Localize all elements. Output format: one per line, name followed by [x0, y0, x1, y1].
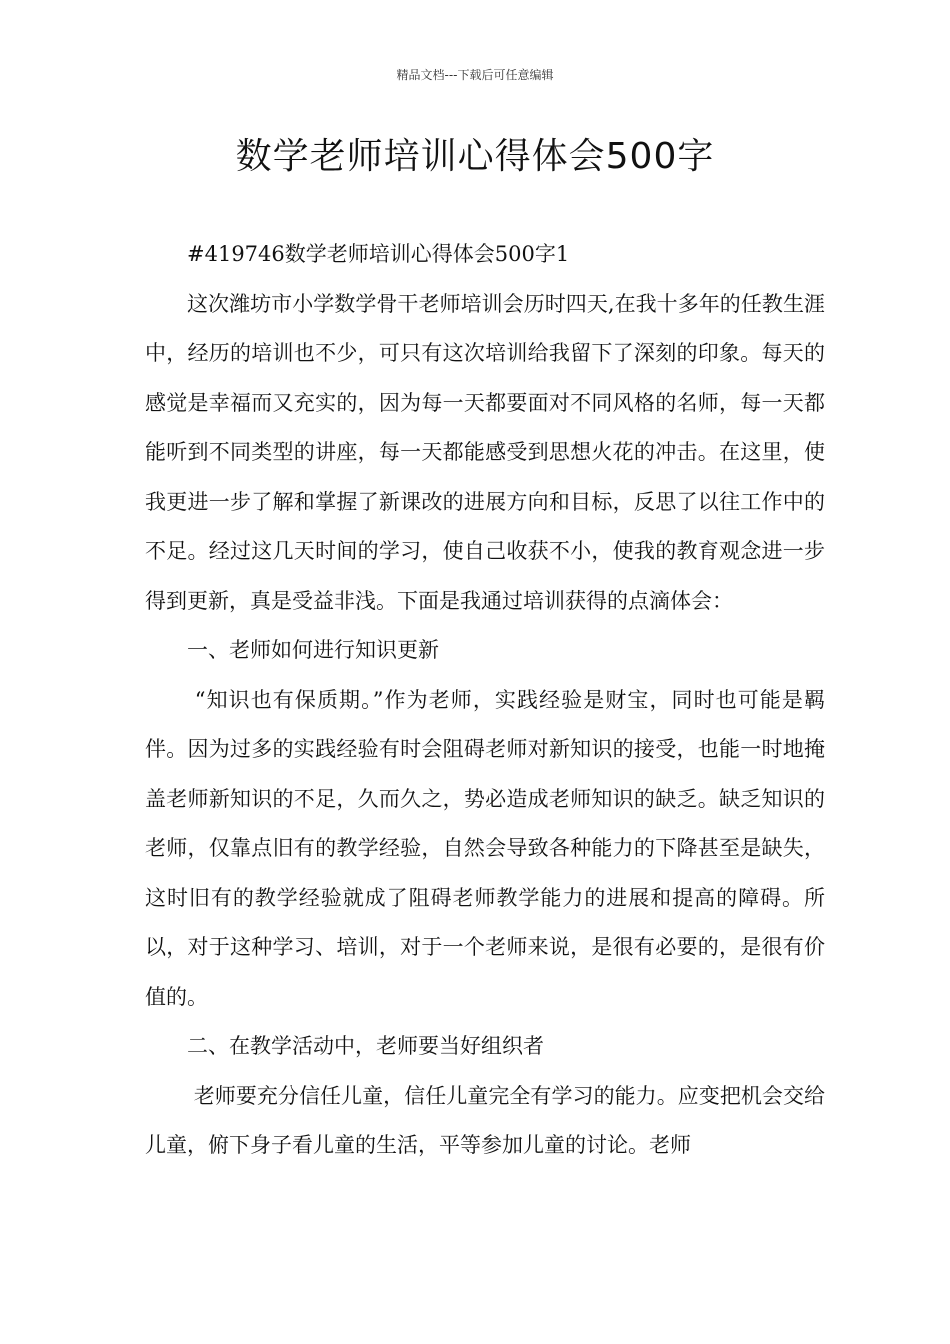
header-note: 精品文档---下载后可任意编辑 [396, 68, 554, 82]
paragraph-intro: 这次潍坊市小学数学骨干老师培训会历时四天,在我十多年的任教生涯中，经历的培训也不少，可只有这次培训给我留下了深刻的印象。每天的感觉是幸福而又充实的，因为每一天都要面对不同风格的名师，每一天都能听到不同类型的讲座，每一天都能感受到思想火花的冲击。在这里，使我更进一步了解和掌握了新课改的进展方向和目标，反思了以往工作中的不足。经过这几天时间的学习，使自己收获不小，使我的教育观念进一步得到更新，真是受益非浅。下面是我通过培训获得的点滴体会： [145, 291, 825, 613]
paragraph-organizer: 老师要充分信任儿童，信任儿童完全有学习的能力。应变把机会交给儿童，俯下身子看儿童的生活，平等参加儿童的讨论。老师 [145, 1083, 826, 1157]
paragraph-subtitle: #419746数学老师培训心得体会500字1 [187, 242, 570, 266]
paragraph-knowledge-update: “知识也有保质期。”作为老师，实践经验是财宝，同时也可能是羁伴。因为过多的实践经验有时会阻碍老师对新知识的接受，也能一时地掩盖老师新知识的不足，久而久之，势必造成老师知识的缺乏。缺乏知识的老师，仅靠点旧有的教学经验，自然会导致各种能力的下降甚至是缺失，这时旧有的教学经验就成了阻碍老师教学能力的进展和提高的障碍。所以，对于这种学习、培训，对于一个老师来说，是很有必要的，是很有价值的。 [145, 687, 825, 1009]
document-title: 数学老师培训心得体会500字 [235, 136, 715, 177]
section-heading-1: 一、老师如何进行知识更新 [187, 638, 439, 662]
document-body [145, 230, 825, 1171]
section-heading-2: 二、在教学活动中，老师要当好组织者 [187, 1034, 544, 1058]
